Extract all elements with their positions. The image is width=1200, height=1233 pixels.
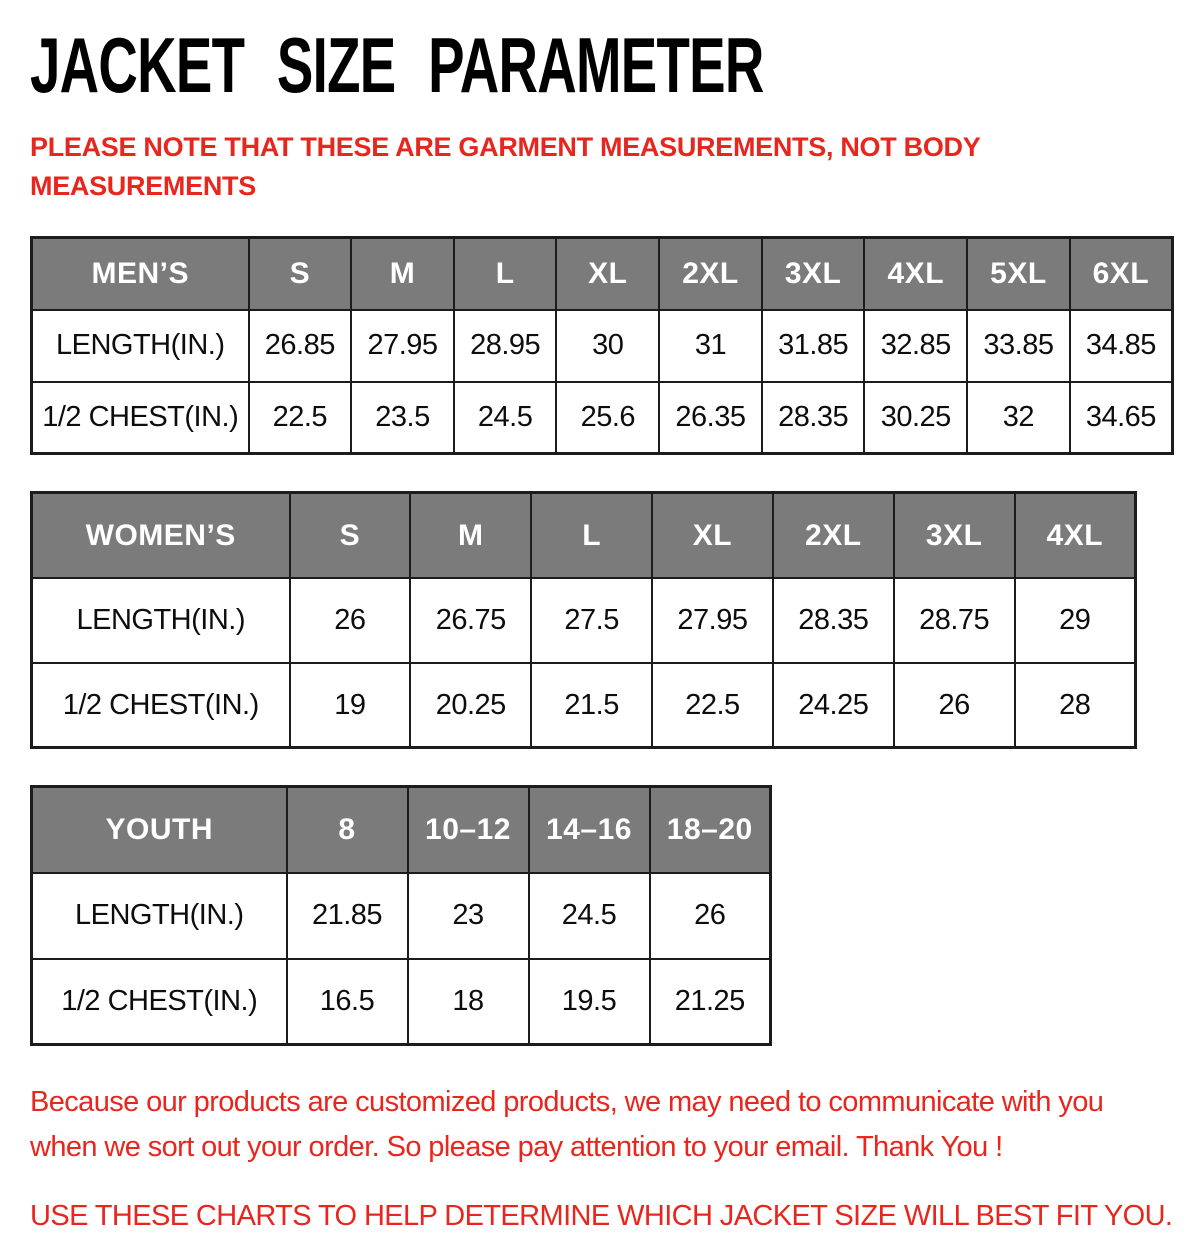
customization-notice-line-2: when we sort out your order. So please pay attention to your email. Thank You ! bbox=[30, 1131, 1003, 1164]
womens-value-cell: 28.35 bbox=[773, 578, 894, 663]
mens-value-cell: 31 bbox=[659, 310, 762, 382]
youth-size-header-cell: 18–20 bbox=[650, 787, 771, 873]
womens-size-table-container bbox=[30, 491, 1170, 749]
mens-size-header-cell: 6XL bbox=[1070, 238, 1173, 310]
mens-value-cell: 30 bbox=[556, 310, 659, 382]
mens-value-cell: 27.95 bbox=[351, 310, 454, 382]
mens-row-label: LENGTH(IN.) bbox=[32, 310, 249, 382]
mens-value-cell: 34.65 bbox=[1070, 382, 1173, 454]
youth-row-label: 1/2 CHEST(IN.) bbox=[32, 959, 287, 1045]
mens-value-cell: 33.85 bbox=[967, 310, 1070, 382]
womens-value-cell: 27.5 bbox=[531, 578, 652, 663]
womens-size-header-cell: L bbox=[531, 493, 652, 578]
womens-table-title-cell: WOMEN’S bbox=[32, 493, 290, 578]
womens-size-header-cell: M bbox=[410, 493, 531, 578]
youth-value-cell: 24.5 bbox=[529, 873, 650, 959]
womens-value-cell: 20.25 bbox=[410, 663, 531, 748]
mens-value-cell: 32 bbox=[967, 382, 1070, 454]
youth-size-header-cell: 10–12 bbox=[408, 787, 529, 873]
youth-value-cell: 18 bbox=[408, 959, 529, 1045]
mens-table-title-cell: MEN’S bbox=[32, 238, 249, 310]
mens-value-cell: 23.5 bbox=[351, 382, 454, 454]
youth-size-table bbox=[30, 785, 772, 1046]
womens-size-table bbox=[30, 491, 1137, 749]
womens-value-cell: 28.75 bbox=[894, 578, 1015, 663]
mens-value-cell: 30.25 bbox=[864, 382, 967, 454]
womens-value-cell: 26 bbox=[894, 663, 1015, 748]
womens-value-cell: 27.95 bbox=[652, 578, 773, 663]
mens-value-cell: 32.85 bbox=[864, 310, 967, 382]
youth-size-header-cell: 8 bbox=[287, 787, 408, 873]
youth-size-header-cell: 14–16 bbox=[529, 787, 650, 873]
mens-size-table bbox=[30, 236, 1174, 455]
womens-measurement-row bbox=[32, 663, 1136, 748]
womens-value-cell: 26 bbox=[290, 578, 411, 663]
garment-measurement-note bbox=[30, 128, 1170, 206]
mens-size-table-container bbox=[30, 236, 1170, 455]
womens-size-header-cell: 3XL bbox=[894, 493, 1015, 578]
note-line-2: MEASUREMENTS bbox=[30, 171, 256, 202]
mens-size-header-cell: 2XL bbox=[659, 238, 762, 310]
chart-usage-hint: USE THESE CHARTS TO HELP DETERMINE WHICH JACKET SIZE WILL BEST FIT YOU. bbox=[30, 1200, 1173, 1233]
mens-size-header-cell: M bbox=[351, 238, 454, 310]
womens-value-cell: 21.5 bbox=[531, 663, 652, 748]
youth-header-row bbox=[32, 787, 771, 873]
mens-value-cell: 24.5 bbox=[454, 382, 557, 454]
mens-size-header-cell: S bbox=[249, 238, 352, 310]
mens-measurement-row bbox=[32, 382, 1173, 454]
youth-value-cell: 23 bbox=[408, 873, 529, 959]
youth-value-cell: 16.5 bbox=[287, 959, 408, 1045]
youth-measurement-row bbox=[32, 873, 771, 959]
mens-size-header-cell: 5XL bbox=[967, 238, 1070, 310]
womens-size-header-cell: S bbox=[290, 493, 411, 578]
womens-measurement-row bbox=[32, 578, 1136, 663]
mens-size-header-cell: 3XL bbox=[762, 238, 865, 310]
page-title: JACKET SIZE PARAMETER bbox=[30, 21, 764, 109]
mens-measurement-row bbox=[32, 310, 1173, 382]
mens-value-cell: 28.95 bbox=[454, 310, 557, 382]
mens-header-row bbox=[32, 238, 1173, 310]
mens-value-cell: 34.85 bbox=[1070, 310, 1173, 382]
womens-value-cell: 28 bbox=[1015, 663, 1136, 748]
youth-size-table-container bbox=[30, 785, 1170, 1046]
womens-value-cell: 22.5 bbox=[652, 663, 773, 748]
youth-measurement-row bbox=[32, 959, 771, 1045]
womens-size-header-cell: 4XL bbox=[1015, 493, 1136, 578]
mens-size-header-cell: XL bbox=[556, 238, 659, 310]
mens-value-cell: 26.85 bbox=[249, 310, 352, 382]
womens-size-header-cell: 2XL bbox=[773, 493, 894, 578]
customization-notice bbox=[30, 1080, 1170, 1170]
youth-value-cell: 21.85 bbox=[287, 873, 408, 959]
womens-value-cell: 24.25 bbox=[773, 663, 894, 748]
mens-value-cell: 26.35 bbox=[659, 382, 762, 454]
customization-notice-line-1: Because our products are customized products, we may need to communicate with you bbox=[30, 1086, 1104, 1119]
mens-value-cell: 28.35 bbox=[762, 382, 865, 454]
womens-value-cell: 26.75 bbox=[410, 578, 531, 663]
youth-table-title-cell: YOUTH bbox=[32, 787, 287, 873]
womens-value-cell: 29 bbox=[1015, 578, 1136, 663]
youth-value-cell: 26 bbox=[650, 873, 771, 959]
womens-value-cell: 19 bbox=[290, 663, 411, 748]
womens-row-label: 1/2 CHEST(IN.) bbox=[32, 663, 290, 748]
mens-value-cell: 25.6 bbox=[556, 382, 659, 454]
youth-value-cell: 19.5 bbox=[529, 959, 650, 1045]
mens-row-label: 1/2 CHEST(IN.) bbox=[32, 382, 249, 454]
mens-value-cell: 31.85 bbox=[762, 310, 865, 382]
womens-size-header-cell: XL bbox=[652, 493, 773, 578]
youth-row-label: LENGTH(IN.) bbox=[32, 873, 287, 959]
mens-value-cell: 22.5 bbox=[249, 382, 352, 454]
womens-header-row bbox=[32, 493, 1136, 578]
youth-value-cell: 21.25 bbox=[650, 959, 771, 1045]
note-line-1: PLEASE NOTE THAT THESE ARE GARMENT MEASUREMENTS, NOT BODY bbox=[30, 132, 981, 162]
mens-size-header-cell: L bbox=[454, 238, 557, 310]
mens-size-header-cell: 4XL bbox=[864, 238, 967, 310]
womens-row-label: LENGTH(IN.) bbox=[32, 578, 290, 663]
